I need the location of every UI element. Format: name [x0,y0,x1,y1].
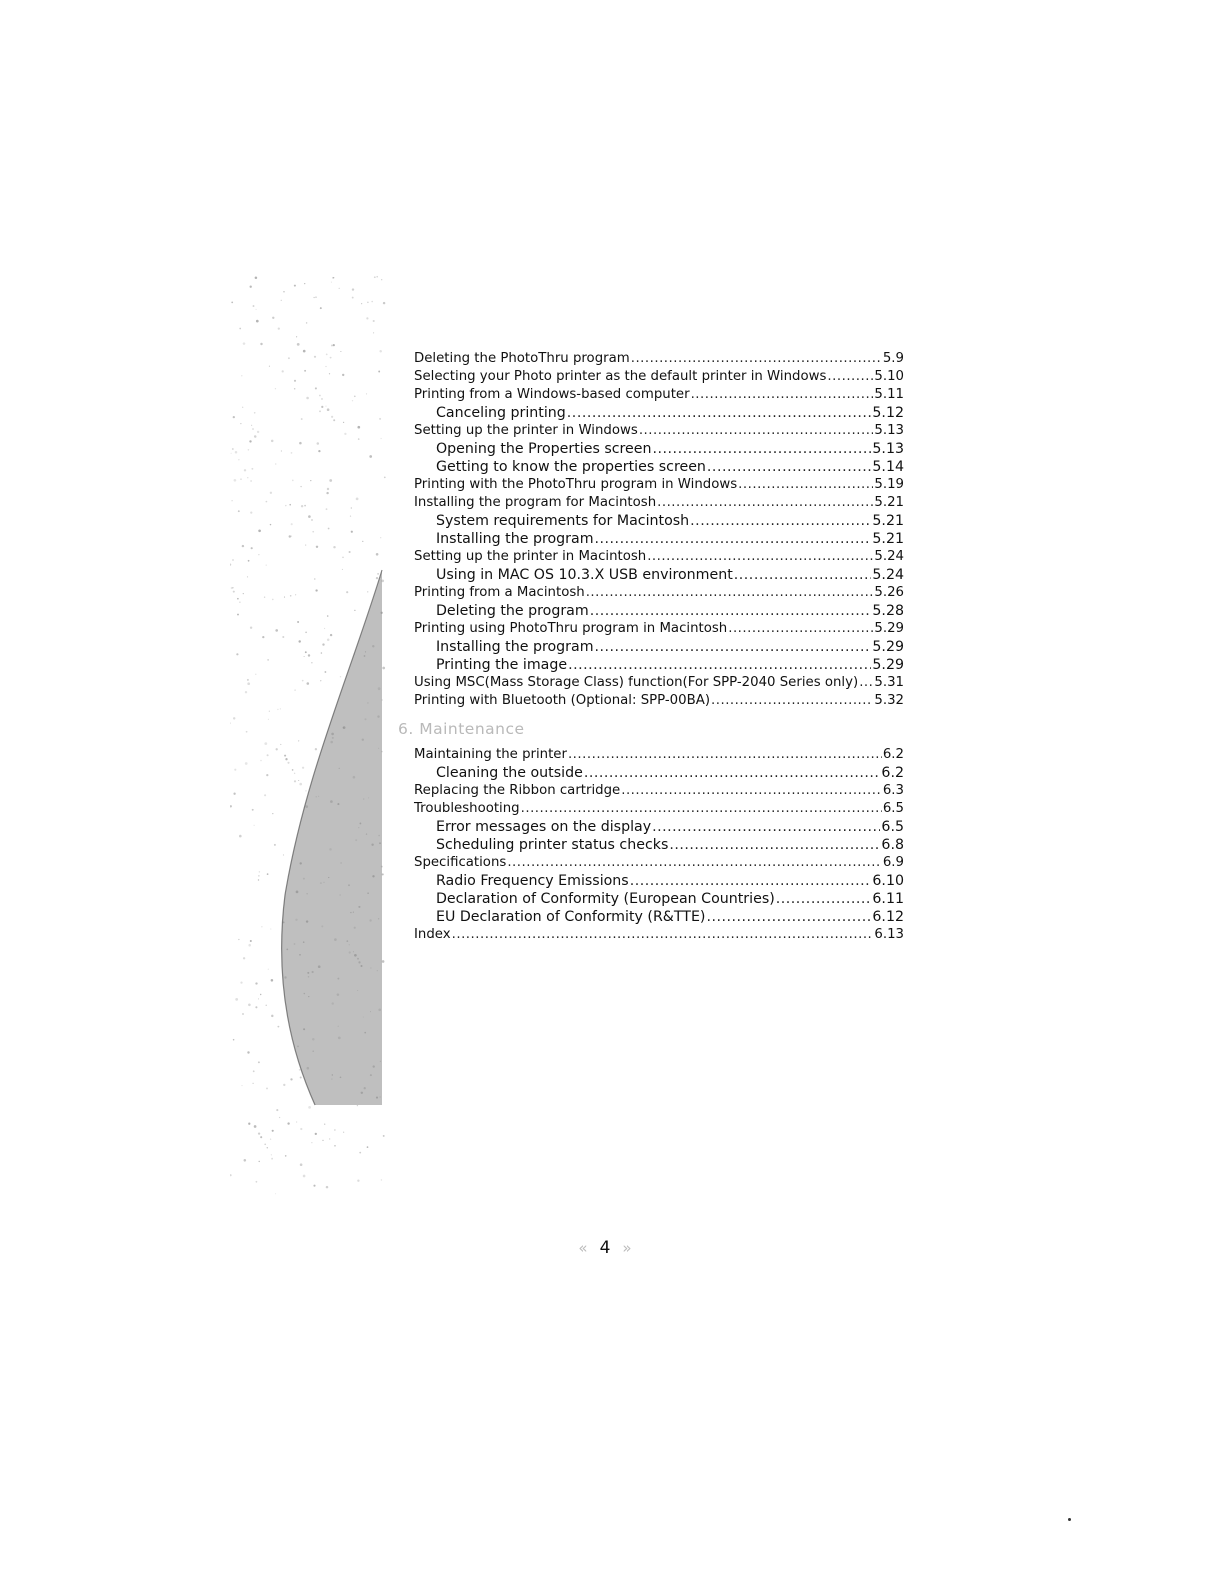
toc-entry-page: 5.9 [882,351,904,366]
toc-entry-title: Using in MAC OS 10.3.X USB environment [436,567,733,583]
toc-entry-page: 5.24 [872,567,904,583]
dot-leader [584,764,881,782]
toc-entry-title: Printing with the PhotoThru program in Windows [414,477,738,492]
toc-entry[interactable] [414,620,904,638]
toc-entry-title: Declaration of Conformity (European Countries) [436,891,775,907]
toc-entry[interactable] [414,854,904,872]
toc-entry-title: Index [414,927,451,942]
toc-entry-title: Radio Frequency Emissions [436,873,629,889]
toc-entry[interactable] [414,602,904,620]
toc-entry[interactable] [414,872,904,890]
toc-entry-page: 6.12 [872,909,904,925]
toc-entry[interactable] [414,548,904,566]
dot-leader [595,530,872,548]
dot-leader [586,584,874,602]
toc-entry[interactable] [414,476,904,494]
toc-entry-page: 6.10 [872,873,904,889]
dot-leader [669,836,880,854]
dot-leader [657,494,873,512]
toc-entry-title: Troubleshooting [414,801,520,816]
toc-entry-page: 5.13 [874,423,904,438]
toc-entry-page: 5.21 [874,495,904,510]
dot-leader [568,656,871,674]
section-heading-maintenance: 6. Maintenance [398,720,525,738]
toc-entry-title: Replacing the Ribbon cartridge [414,783,621,798]
toc-entry-title: Using MSC(Mass Storage Class) function(For SPP-2040 Series only) [414,675,859,690]
dot-leader [631,350,882,368]
double-chevron-right-icon: » [622,1239,632,1257]
toc-entry[interactable] [414,890,904,908]
dot-leader [452,926,874,944]
toc-entry-page: 5.29 [872,639,904,655]
scan-speck [1068,1518,1071,1521]
page-number: 4 [599,1238,611,1258]
toc-entry-title: System requirements for Macintosh [436,513,690,529]
toc-entry-page: 5.26 [874,585,904,600]
toc-entry-page: 5.14 [872,459,904,475]
toc-section-5-continued [414,350,904,710]
toc-entry-title: Scheduling printer status checks [436,837,669,853]
dot-leader [590,602,872,620]
dot-leader [734,566,872,584]
toc-entry[interactable] [414,764,904,782]
toc-entry-title: Error messages on the display [436,819,652,835]
dot-leader [652,818,880,836]
toc-entry-title: Selecting your Photo printer as the default printer in Windows [414,369,827,384]
toc-entry[interactable] [414,422,904,440]
toc-entry[interactable] [414,800,904,818]
dot-leader [776,890,872,908]
dot-leader [595,638,872,656]
dot-leader [738,476,873,494]
toc-entry[interactable] [414,818,904,836]
toc-entry[interactable] [414,584,904,602]
dot-leader [639,422,874,440]
toc-section-6 [414,746,904,944]
double-chevron-left-icon: « [578,1239,588,1257]
toc-entry-page: 6.13 [874,927,904,942]
toc-entry-title: Printing from a Macintosh [414,585,585,600]
toc-entry[interactable] [414,458,904,476]
dot-leader [568,746,882,764]
toc-entry-page: 6.2 [881,765,904,781]
toc-entry-title: Specifications [414,855,507,870]
toc-entry-title: Printing from a Windows-based computer [414,387,690,402]
toc-entry-page: 6.9 [882,855,904,870]
toc-entry-title: EU Declaration of Conformity (R&TTE) [436,909,706,925]
toc-entry-page: 5.10 [874,369,904,384]
dot-leader [507,854,882,872]
toc-entry-title: Setting up the printer in Macintosh [414,549,647,564]
toc-entry-page: 5.12 [872,405,904,421]
toc-entry-title: Installing the program for Macintosh [414,495,657,510]
toc-entry-page: 5.29 [874,621,904,636]
toc-entry-title: Printing with Bluetooth (Optional: SPP-00BA) [414,693,711,708]
toc-entry[interactable] [414,350,904,368]
toc-entry-page: 5.13 [872,441,904,457]
toc-entry-title: Installing the program [436,531,594,547]
dot-leader [706,908,871,926]
toc-entry-title: Setting up the printer in Windows [414,423,638,438]
dot-leader [707,458,871,476]
dot-leader [567,404,872,422]
dot-leader [647,548,873,566]
toc-entry[interactable] [414,692,904,710]
toc-entry[interactable] [414,566,904,584]
toc-entry-page: 5.31 [874,675,904,690]
toc-entry-title: Getting to know the properties screen [436,459,706,475]
toc-entry-title: Canceling printing [436,405,566,421]
dot-leader [711,692,873,710]
dot-leader [691,386,874,404]
toc-entry[interactable] [414,440,904,458]
toc-entry-page: 5.29 [872,657,904,673]
toc-entry-page: 5.11 [874,387,904,402]
toc-entry-page: 5.21 [872,513,904,529]
toc-entry-title: Deleting the PhotoThru program [414,351,630,366]
dot-leader [690,512,871,530]
toc-entry-page: 5.21 [872,531,904,547]
table-of-contents [398,350,904,944]
toc-entry-page: 6.5 [881,819,904,835]
toc-entry-page: 5.32 [874,693,904,708]
dot-leader [521,800,882,818]
toc-entry-page: 6.3 [882,783,904,798]
toc-entry-title: Opening the Properties screen [436,441,652,457]
toc-entry-title: Installing the program [436,639,594,655]
toc-entry[interactable] [414,926,904,944]
toc-entry-title: Maintaining the printer [414,747,567,762]
toc-entry[interactable] [414,674,904,692]
toc-entry-title: Cleaning the outside [436,765,583,781]
dot-leader [630,872,872,890]
toc-entry[interactable] [414,908,904,926]
toc-entry[interactable] [414,836,904,854]
toc-entry-page: 5.19 [874,477,904,492]
dot-leader [859,674,873,692]
toc-entry[interactable] [414,782,904,800]
toc-entry-page: 5.28 [872,603,904,619]
toc-entry-title: Printing using PhotoThru program in Macintosh [414,621,728,636]
toc-entry[interactable] [414,746,904,764]
toc-entry[interactable] [414,656,904,674]
toc-entry[interactable] [414,512,904,530]
toc-entry-page: 6.11 [872,891,904,907]
dot-leader [621,782,882,800]
toc-entry-title: Deleting the program [436,603,589,619]
toc-entry[interactable] [414,404,904,422]
dot-leader [653,440,872,458]
dot-leader [728,620,873,638]
toc-entry-page: 6.2 [882,747,904,762]
toc-entry[interactable] [414,494,904,512]
toc-entry-title: Printing the image [436,657,568,673]
toc-entry[interactable] [414,386,904,404]
toc-entry[interactable] [414,530,904,548]
toc-entry-page: 5.24 [874,549,904,564]
toc-entry-page: 6.8 [881,837,904,853]
toc-entry-page: 6.5 [882,801,904,816]
decorative-halftone-swoosh [230,255,400,1205]
toc-entry[interactable] [414,638,904,656]
toc-entry[interactable] [414,368,904,386]
dot-leader [827,368,873,386]
page-footer [555,1236,655,1260]
